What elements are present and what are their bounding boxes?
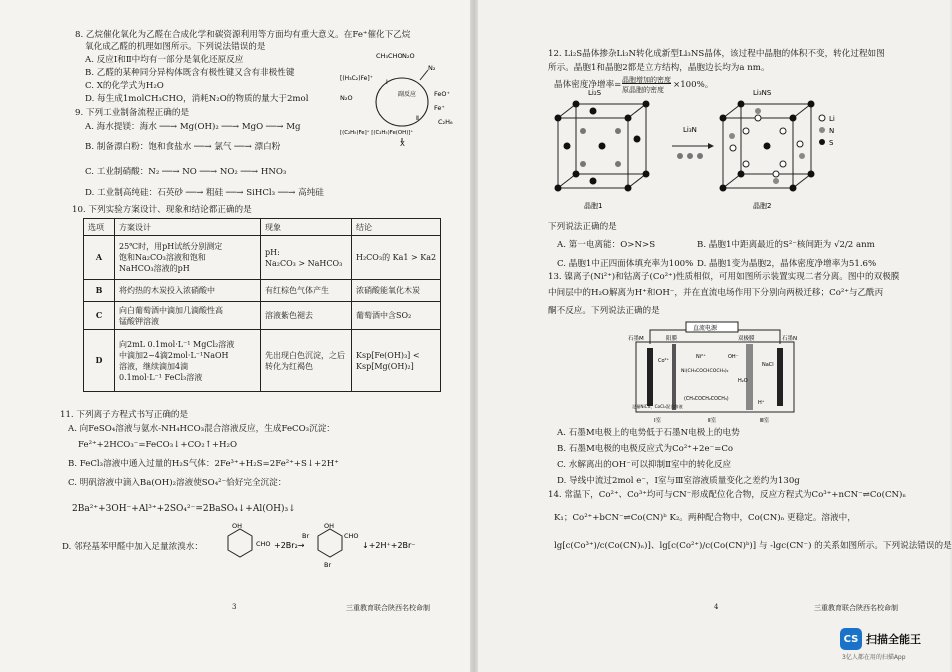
benzene-ring-1 [228, 529, 252, 557]
q8-n2-label: N₂ [428, 64, 436, 72]
q8-step1-label: Ⅰ [386, 79, 388, 86]
q10-row-c [84, 302, 441, 330]
q10-header-option: 选项 [84, 219, 115, 236]
q10-row-b-phenomenon [261, 280, 352, 302]
q11-br-left-label: Br [302, 532, 310, 540]
q13-option-d: D. 导线中流过2mol e⁻，Ⅰ室与Ⅲ室溶液质量变化之差约为130g [557, 476, 800, 486]
q13-option-a: A. 石墨M电极上的电势低于石墨N电极上的电势 [557, 428, 740, 438]
scanner-badge [840, 628, 921, 650]
q10-row-a-option: A [84, 236, 115, 280]
q12-fraction-denominator: 原晶胞的密度 [622, 86, 664, 94]
q8-option-d: D. 每生成1molCH₃CHO，消耗N₂O的物质的量大于2mol [85, 94, 309, 104]
cell-line: 锰酸钾溶液 [119, 316, 159, 326]
cell-line: 转化为红褐色 [265, 361, 313, 371]
cell-line: 有红棕色气体产生 [265, 286, 329, 295]
cell-line: 0.1mol·L⁻¹ FeCl₃溶液 [119, 372, 203, 382]
q13-electrode-n-label: 石墨N [782, 336, 798, 342]
q13-electrolysis-diagram [628, 318, 803, 426]
q10-row-a-phenomenon [261, 236, 352, 280]
left-page-number: 3 [232, 603, 237, 611]
q8-side-reaction-label: 副反应 [398, 91, 417, 98]
q10-row-a-conclusion [352, 236, 441, 280]
q12-legend-li: Li [829, 115, 835, 123]
q10-row-b-conclusion [352, 280, 441, 302]
q13-electrode-m-label: 石墨M [628, 336, 644, 342]
scanner-title: 扫描全能王 [866, 633, 921, 646]
q13-option-c: C. 水解离出的OH⁻可以抑制Ⅱ室中的转化反应 [557, 460, 732, 470]
right-page-number: 4 [714, 603, 719, 611]
q12-li3n-atom [687, 153, 693, 159]
q8-step2-label: Ⅱ [416, 115, 419, 122]
q9-option-b: B. 制备漂白粉：饱和食盐水 ──→ 氯气 ──→ 漂白粉 [85, 142, 281, 152]
q9-option-d: D. 工业制高纯硅：石英砂 ──→ 粗硅 ──→ SiHCl₃ ──→ 高纯硅 [85, 188, 324, 198]
q10-row-b-design [115, 280, 261, 302]
q11-option-a: A. 向FeSO₄溶液与氨水-NH₄HCO₃混合溶液反应，生成FeCO₃沉淀： [68, 424, 335, 434]
q10-row-c-conclusion [352, 302, 441, 330]
q9-title: 9. 下列工业制备流程正确的是 [75, 108, 190, 118]
q8-n2o-bottom-label: N₂O [340, 94, 353, 102]
scanner-subtitle: 3亿人都在用的扫描App [842, 654, 906, 661]
q10-header-conclusion: 结论 [352, 219, 441, 236]
q12-li3n-label: Li₃N [683, 126, 697, 134]
q13-electrode-m [647, 348, 653, 406]
q12-arrowhead [708, 143, 714, 149]
cell-line: Ksp[Fe(OH)₃] < [356, 350, 420, 360]
left-page-footer: 三重教育联合陕西名校命制 [346, 604, 430, 612]
q8-bottom-complex-label: [(C₂H₅)Fe]⁺ [(C₂H₅)Fe(OH)]⁺ [340, 130, 414, 136]
cell-line: Ksp[Mg(OH)₂] [356, 361, 414, 371]
q13-oh-label: OH⁻ [728, 354, 739, 360]
q9-option-a: A. 海水提镁：海水 ──→ Mg(OH)₂ ──→ MgO ──→ Mg [85, 122, 301, 132]
cell-line: 将灼热的木炭投入浓硝酸中 [119, 286, 215, 295]
q12-cell1-caption: 晶胞1 [584, 202, 603, 210]
q10-header-phenomenon: 现象 [261, 219, 352, 236]
q8-arrow-n2 [420, 70, 428, 80]
q12-fraction-numerator: 晶胞增加的密度 [622, 76, 671, 84]
q13-line1: 13. 镍离子(Ni²⁺)和钴离子(Co²⁺)性质相似，可用如图所示装置实现二者分离。图中的双极膜 [548, 272, 900, 282]
q11-cho-label-2: CHO [344, 532, 359, 540]
q14-line3: lg[c(Co³⁺)/c(Co(CN)ₙ)]、lg[c(Co²⁺)/c(Co(CN)ᵇ)] 与 -lgc(CN⁻) 的关系如图所示。下列说法错误的是 [554, 541, 952, 551]
q10-row-c-phenomenon [261, 302, 352, 330]
q8-n2o-top-label: N₂O [402, 52, 415, 60]
q12-density-suffix: ×100%。 [673, 80, 714, 90]
q13-room2-label: Ⅱ室 [708, 418, 717, 424]
cell-line: NaHCO₃溶液的pH [119, 264, 190, 273]
q10-row-d [84, 330, 441, 392]
cell1-atoms [555, 101, 650, 192]
q8-mechanism-diagram [340, 48, 460, 148]
q11-oh-label-2: OH [324, 522, 335, 530]
q10-header-row [84, 219, 441, 236]
q9-option-c: C. 工业制硝酸：N₂ ──→ NO ──→ NO₂ ──→ HNO₃ [85, 167, 287, 177]
q13-membrane-b-label: 双极膜 [738, 336, 755, 342]
q12-line2: 所示。晶胞1和晶胞2都是立方结构，晶胞边长均为a nm。 [548, 63, 770, 73]
q12-density-label: 晶体密度净增率= [554, 80, 622, 90]
q12-option-d: D. 晶胞1变为晶胞2，晶体密度净增率为51.6% [697, 259, 877, 269]
q11-option-d: D. 邻羟基苯甲醛中加入足量浓溴水： [62, 542, 203, 552]
q11-option-c: C. 明矾溶液中滴入Ba(OH)₂溶液使SO₄²⁻恰好完全沉淀： [68, 478, 287, 488]
cell-line: 葡萄酒中含SO₂ [356, 311, 412, 320]
q13-line2: 中间层中的H₂O解离为H⁺和OH⁻，并在直流电场作用下分别向两极迁移；Co²⁺与乙酰丙 [548, 288, 884, 298]
q10-header-design: 方案设计 [115, 219, 261, 236]
q11-plus-br2: +2Br₂→ [274, 541, 305, 550]
q11-option-c-equation: 2Ba²⁺+3OH⁻+Al³⁺+2SO₄²⁻=2BaSO₄↓+Al(OH)₃↓ [72, 504, 296, 514]
cell-line: 溶液，继续滴加4滴 [119, 361, 189, 371]
q8-fe-complex-label: [(H₃C₂)Fe]⁺ [340, 75, 373, 82]
q12-li2s-label: Li₂S [588, 89, 602, 97]
q8-option-a: A. 反应Ⅰ和Ⅱ中均有一部分是氧化还原反应 [85, 55, 244, 65]
q11-oh-label-1: OH [232, 522, 243, 530]
cell-line: H₂CO₃的 Ka1 > Ka2 [356, 253, 437, 262]
q12-ask: 下列说法正确的是 [548, 222, 617, 232]
q13-electrode-n [777, 348, 783, 406]
cell-line: 向2mL 0.1mol·L⁻¹ MgCl₂溶液 [119, 339, 235, 349]
q12-li3n-atom [677, 153, 683, 159]
q8-line1: 8. 乙烷催化氧化为乙醛在合成化学和碳资源利用等方面均有重大意义。在Fe⁺催化下乙烷 [75, 30, 411, 40]
q13-ni-ion-label: Ni²⁺ [696, 354, 706, 360]
q10-row-a-design [115, 236, 261, 280]
page-fold [470, 0, 478, 672]
q8-x-label: X [400, 140, 405, 148]
q8-line2: 氧化成乙醛的机理如图所示。下列说法错误的是 [85, 42, 266, 52]
q8-ch3cho-label: CH₃CHO [376, 52, 403, 60]
q10-title: 10. 下列实验方案设计、现象和结论都正确的是 [72, 205, 252, 215]
q11-option-b: B. FeCl₃溶液中通入过量的H₂S气体：2Fe³⁺+H₂S=2Fe²⁺+S↓+2H⁺ [68, 459, 339, 469]
q10-row-a [84, 236, 441, 280]
q11-title: 11. 下列离子方程式书写正确的是 [60, 410, 189, 420]
cell-line: Na₂CO₃ > NaHCO₃ [265, 258, 343, 268]
cell-line: 向白葡萄酒中滴加几滴酸性高 [119, 305, 223, 315]
q13-option-b: B. 石墨M电极的电极反应式为Co²⁺+2e⁻=Co [557, 444, 734, 454]
q8-cycle-ring [376, 78, 428, 126]
q12-option-b: B. 晶胞1中距离最近的S²⁻核间距为 √2/2 anm [697, 240, 875, 250]
q11-option-d-products: ↓+2H⁺+2Br⁻ [362, 541, 416, 550]
cell-line: pH: [265, 247, 280, 257]
cell-line: 先出现白色沉淀，之后 [265, 350, 345, 360]
cell-line: 中滴加2~4滴2mol·L⁻¹NaOH [119, 350, 229, 360]
q10-table [83, 218, 441, 392]
scanner-logo-icon: CS [840, 628, 862, 650]
q12-li3ns-label: Li₃NS [753, 89, 772, 97]
q11-option-a-equation: Fe²⁺+2HCO₃⁻=FeCO₃↓+CO₂↑+H₂O [78, 440, 238, 450]
q10-row-b-option: B [84, 280, 115, 302]
q12-legend [819, 115, 835, 147]
q14-line1: 14. 常温下，Co²⁺、Co³⁺均可与CN⁻形成配位化合物，反应方程式为Co³⁺+nCN⁻⇌Co(CN)ₙ [548, 490, 907, 500]
q13-power-label: 直流电源 [693, 325, 718, 332]
q13-room3-label: Ⅲ室 [760, 418, 770, 424]
q10-row-d-design [115, 330, 261, 392]
q12-cell2-caption: 晶胞2 [753, 202, 772, 210]
q12-line1: 12. Li₂S晶体掺杂Li₃N转化成新型Li₃NS晶体，该过程中晶胞的体积不变，转化过程如图 [548, 49, 885, 59]
q10-row-d-phenomenon [261, 330, 352, 392]
right-page-footer: 三重教育联合陕西名校命制 [814, 604, 898, 612]
q10-row-d-option: D [84, 330, 115, 392]
q13-nacl-label: NaCl [762, 362, 774, 368]
cell-line: 溶液紫色褪去 [265, 311, 313, 320]
cell-line: 25℃时，用pH试纸分别测定 [119, 242, 223, 251]
q11-cho-label-1: CHO [256, 540, 271, 548]
cell-line: 浓硝酸能氧化木炭 [356, 286, 420, 295]
q13-h2o-label: H₂O [738, 378, 748, 384]
q12-legend-n: N [829, 127, 835, 135]
q12-legend-s: S [829, 139, 834, 147]
q14-line2: K₁；Co²⁺+bCN⁻⇌Co(CN)ᵇ K₂。两种配合物中，Co(CN)ₙ 更稳定。溶液中， [554, 513, 856, 523]
q12-li3n-atom [697, 153, 703, 159]
q13-feed-label: 足量NiCl₂、CoCl₂混合溶液 [632, 404, 683, 409]
q10-row-c-option: C [84, 302, 115, 330]
q13-cation-membrane [672, 344, 676, 410]
q13-co-ion-label: Co²⁺ [658, 358, 670, 364]
q10-row-c-design [115, 302, 261, 330]
q13-room1-label: Ⅰ室 [654, 418, 662, 424]
q13-hplus-label: H⁺ [758, 400, 765, 406]
cell-line: 饱和Na₂CO₃溶液和饱和 [119, 253, 206, 262]
q11-br-bottom-label: Br [324, 561, 332, 569]
q13-membrane-a-label: 阳膜 [666, 336, 678, 342]
q13-acac-label: (CH₃COCH₂COCH₃) [684, 397, 729, 402]
q13-line3: 酮不反应。下列说法正确的是 [548, 306, 660, 316]
q11-option-d-structures [210, 522, 420, 570]
q8-option-b: B. 乙醛的某种同分异构体既含有极性键又含有非极性键 [85, 68, 295, 78]
q8-fe-plus-label: Fe⁺ [434, 104, 445, 112]
q10-row-d-conclusion [352, 330, 441, 392]
q13-bipolar-membrane [746, 344, 753, 410]
q12-option-c: C. 晶胞1中正四面体填充率为100% [557, 259, 694, 269]
benzene-ring-2 [318, 529, 342, 557]
q8-option-c: C. X的化学式为H₂O [85, 81, 164, 91]
q10-row-b [84, 280, 441, 302]
q13-ni-complex-label: Ni(CH₃COCHCOCH₃)₂ [681, 369, 729, 374]
q8-c2h6-label: C₂H₆ [438, 118, 453, 126]
q8-feo-label: FeO⁺ [434, 90, 450, 98]
q12-option-a: A. 第一电离能：O>N>S [557, 240, 656, 250]
